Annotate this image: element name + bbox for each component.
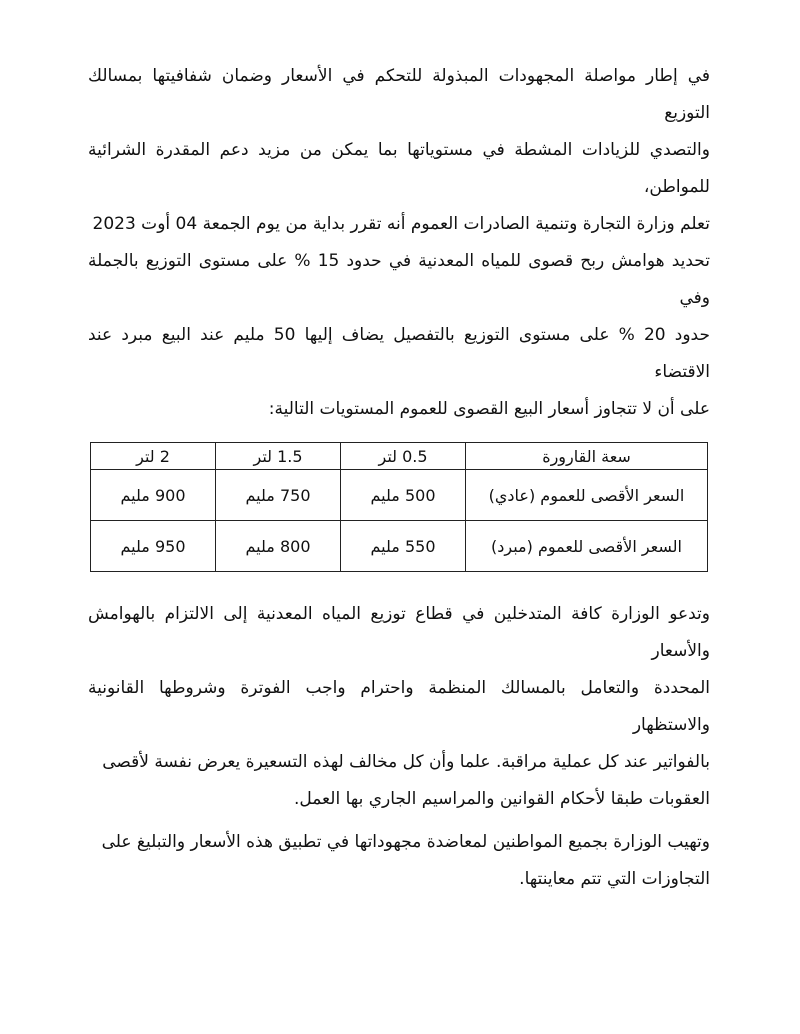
intro-line: حدود 20 % على مستوى التوزيع بالتفصيل يضاف إليها 50 مليم عند البيع مبرد عند الاقتضاء [88,325,710,382]
document-page [88,58,710,898]
compliance-line: العقوبات طبقا لأحكام القوانين والمراسيم الجاري بها العمل. [293,789,710,809]
row-label-chilled: السعر الأقصى للعموم (مبرد) [466,521,708,572]
price-table [90,442,708,572]
header-bottle-capacity: سعة القارورة [466,443,708,470]
table-header-row [91,443,708,470]
price-cell: 750 مليم [216,470,341,521]
intro-line: في إطار مواصلة المجهودات المبذولة للتحكم في الأسعار وضمان شفافيتها بمسالك التوزيع [88,66,710,123]
header-half-liter: 0.5 لتر [341,443,466,470]
intro-paragraph [88,58,710,428]
appeal-line: وتهيب الوزارة بجميع المواطنين لمعاضدة مجهوداتها في تطبيق هذه الأسعار والتبليغ على [101,832,710,852]
price-cell: 800 مليم [216,521,341,572]
header-one-and-half-liter: 1.5 لتر [216,443,341,470]
price-cell: 500 مليم [341,470,466,521]
compliance-paragraph [88,596,710,818]
price-cell: 550 مليم [341,521,466,572]
compliance-line: المحددة والتعامل بالمسالك المنظمة واحترام واجب الفوترة وشروطها القانونية والاستظهار [88,678,710,735]
compliance-line: بالفواتير عند كل عملية مراقبة. علما وأن كل مخالف لهذه التسعيرة يعرض نفسة لأقصى [102,752,710,772]
intro-line: تعلم وزارة التجارة وتنمية الصادرات العموم أنه تقرر بداية من يوم الجمعة 04 أوت 2023 [92,214,710,234]
table-row [91,470,708,521]
appeal-line: التجاوزات التي تتم معاينتها. [519,869,710,889]
table-row [91,521,708,572]
row-label-regular: السعر الأقصى للعموم (عادي) [466,470,708,521]
intro-line: والتصدي للزيادات المشطة في مستوياتها بما يمكن من مزيد دعم المقدرة الشرائية للمواطن، [88,140,710,197]
intro-line: على أن لا تتجاوز أسعار البيع القصوى للعموم المستويات التالية: [268,399,710,419]
price-cell: 950 مليم [91,521,216,572]
intro-line: تحديد هوامش ربح قصوى للمياه المعدنية في حدود 15 % على مستوى التوزيع بالجملة وفي [88,251,711,308]
appeal-paragraph [88,824,710,898]
header-two-liter: 2 لتر [91,443,216,470]
price-cell: 900 مليم [91,470,216,521]
compliance-line: وتدعو الوزارة كافة المتدخلين في قطاع توزيع المياه المعدنية إلى الالتزام بالهوامش والأسعار [88,604,710,661]
